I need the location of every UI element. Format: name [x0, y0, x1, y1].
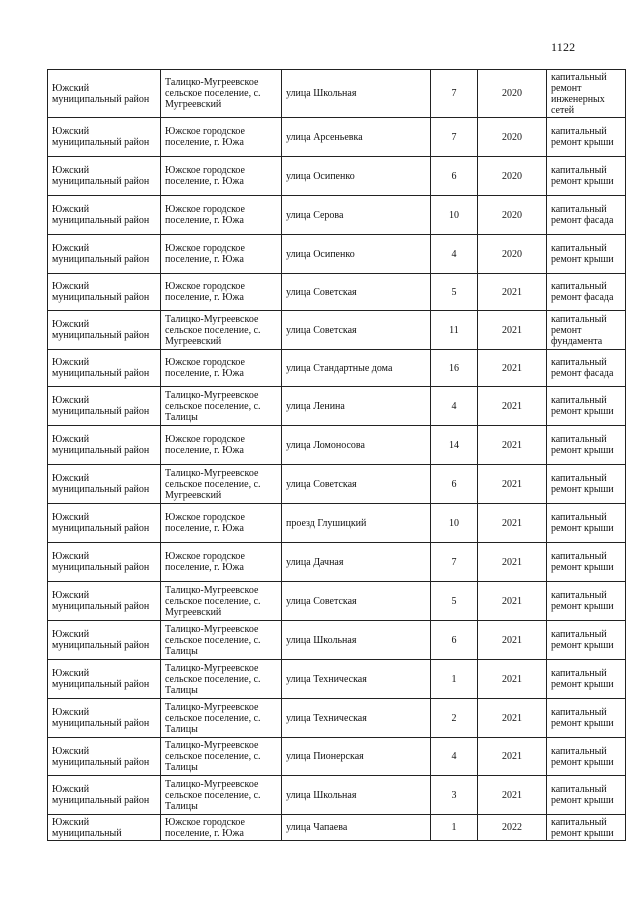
year-text: 2021 [502, 595, 522, 607]
street-cell [282, 504, 431, 543]
year-text: 2021 [502, 556, 522, 568]
year-cell [478, 70, 547, 118]
district-cell [48, 776, 161, 815]
table-row [48, 465, 626, 504]
table-row [48, 118, 626, 157]
street-cell [282, 274, 431, 311]
house-number-text: 11 [449, 324, 459, 336]
settlement-cell [161, 350, 282, 387]
house-number-cell [431, 350, 478, 387]
work-type-text: капитальный ремонт фасада [551, 357, 614, 379]
work-type-text: капитальный ремонт крыши [551, 668, 614, 690]
district-cell [48, 118, 161, 157]
house-number-cell [431, 465, 478, 504]
house-number-text: 1 [451, 673, 457, 685]
district-cell [48, 815, 161, 841]
house-number-cell [431, 157, 478, 196]
district-cell [48, 235, 161, 274]
settlement-text: Южское городское поселение, г. Южа [165, 165, 245, 187]
work-type-text: капитальный ремонт крыши [551, 629, 614, 651]
street-cell [282, 235, 431, 274]
year-cell [478, 387, 547, 426]
work-type-text: капитальный ремонт крыши [551, 707, 614, 729]
settlement-text: Южское городское поселение, г. Южа [165, 512, 245, 534]
street-cell [282, 815, 431, 841]
district-text: Южский муниципальный район [52, 629, 150, 651]
work-type-text: капитальный ремонт фасада [551, 281, 614, 303]
district-cell [48, 543, 161, 582]
work-type-text: капитальный ремонт крыши [551, 243, 614, 265]
year-cell [478, 776, 547, 815]
district-text: Южский муниципальный район [52, 126, 150, 148]
street-text: улица Осипенко [286, 170, 355, 182]
house-number-cell [431, 660, 478, 699]
year-cell [478, 543, 547, 582]
table-row [48, 157, 626, 196]
house-number-cell [431, 621, 478, 660]
work-type-text: капитальный ремонт крыши [551, 473, 614, 495]
year-text: 2021 [502, 789, 522, 801]
work-type-text: капитальный ремонт крыши [551, 551, 614, 573]
table-row [48, 426, 626, 465]
district-cell [48, 699, 161, 738]
work-type-text: капитальный ремонт фасада [551, 204, 614, 226]
house-number-cell [431, 426, 478, 465]
district-text: Южский муниципальный район [52, 745, 150, 768]
district-text: Южский муниципальный район [52, 473, 150, 495]
settlement-text: Талицко-Мугреевское сельское поселение, с. Мугреевский [165, 467, 261, 501]
street-text: улица Ленина [286, 400, 345, 412]
house-number-text: 7 [451, 131, 457, 143]
settlement-cell [161, 699, 282, 738]
year-cell [478, 350, 547, 387]
house-number-cell [431, 118, 478, 157]
work-type-cell [547, 543, 626, 582]
house-number-text: 10 [449, 517, 459, 529]
year-text: 2022 [502, 822, 522, 833]
street-cell [282, 621, 431, 660]
table-row [48, 70, 626, 118]
district-text: Южский муниципальный район [52, 82, 150, 105]
housing-repair-table [47, 69, 626, 841]
district-text: Южский муниципальный район [52, 165, 150, 187]
district-cell [48, 426, 161, 465]
house-number-cell [431, 274, 478, 311]
work-type-cell [547, 118, 626, 157]
street-text: улица Стандартные дома [286, 362, 393, 374]
work-type-cell [547, 738, 626, 776]
year-text: 2020 [502, 170, 522, 182]
year-cell [478, 235, 547, 274]
year-cell [478, 426, 547, 465]
work-type-text: капитальный ремонт крыши [551, 395, 614, 417]
work-type-cell [547, 274, 626, 311]
district-cell [48, 504, 161, 543]
street-text: улица Дачная [286, 556, 344, 568]
settlement-text: Южское городское поселение, г. Южа [165, 126, 245, 148]
year-cell [478, 196, 547, 235]
house-number-text: 2 [451, 712, 457, 724]
street-cell [282, 118, 431, 157]
year-text: 2021 [502, 324, 522, 336]
district-cell [48, 157, 161, 196]
district-cell [48, 582, 161, 621]
street-text: улица Арсеньевка [286, 131, 363, 143]
work-type-text: капитальный ремонт крыши [551, 590, 614, 612]
house-number-text: 6 [451, 478, 457, 490]
settlement-cell [161, 426, 282, 465]
house-number-cell [431, 387, 478, 426]
work-type-cell [547, 235, 626, 274]
street-text: улица Советская [286, 286, 357, 298]
street-text: улица Серова [286, 209, 344, 221]
settlement-cell [161, 465, 282, 504]
settlement-text: Талицко-Мугреевское сельское поселение, с. Талицы [165, 389, 261, 423]
year-cell [478, 621, 547, 660]
year-cell [478, 582, 547, 621]
house-number-text: 4 [451, 248, 457, 260]
work-type-cell [547, 776, 626, 815]
district-text: Южский муниципальный район [52, 590, 150, 612]
street-cell [282, 699, 431, 738]
district-text: Южский муниципальный район [52, 319, 150, 341]
settlement-cell [161, 274, 282, 311]
house-number-text: 7 [451, 88, 457, 99]
work-type-cell [547, 70, 626, 118]
house-number-cell [431, 776, 478, 815]
district-cell [48, 274, 161, 311]
table-row [48, 235, 626, 274]
settlement-text: Талицко-Мугреевское сельское поселение, с. Талицы [165, 778, 261, 812]
settlement-text: Талицко-Мугреевское сельское поселение, с. Мугреевский [165, 313, 261, 347]
year-cell [478, 738, 547, 776]
house-number-text: 5 [451, 286, 457, 298]
year-text: 2020 [502, 209, 522, 221]
work-type-cell [547, 387, 626, 426]
house-number-cell [431, 235, 478, 274]
district-text: Южский муниципальный район [52, 204, 150, 226]
settlement-text: Южское городское поселение, г. Южа [165, 816, 245, 839]
house-number-text: 7 [451, 556, 457, 568]
work-type-text: капитальный ремонт крыши [551, 784, 614, 806]
year-text: 2021 [502, 439, 522, 451]
settlement-cell [161, 621, 282, 660]
work-type-text: капитальный ремонт крыши [551, 434, 614, 456]
house-number-text: 3 [451, 789, 457, 801]
year-text: 2021 [502, 400, 522, 412]
district-cell [48, 387, 161, 426]
street-cell [282, 465, 431, 504]
street-cell [282, 196, 431, 235]
table-row [48, 274, 626, 311]
street-text: улица Ломоносова [286, 439, 365, 451]
district-text: Южский муниципальный район [52, 243, 150, 265]
settlement-cell [161, 504, 282, 543]
district-cell [48, 738, 161, 776]
district-cell [48, 311, 161, 350]
year-cell [478, 311, 547, 350]
settlement-cell [161, 738, 282, 776]
street-text: улица Школьная [286, 88, 357, 99]
street-text: улица Пионерская [286, 751, 364, 762]
table-row [48, 776, 626, 815]
house-number-text: 16 [449, 362, 459, 374]
street-cell [282, 311, 431, 350]
house-number-cell [431, 543, 478, 582]
table-row [48, 543, 626, 582]
house-number-cell [431, 738, 478, 776]
settlement-text: Талицко-Мугреевское сельское поселение, с. Мугреевский [165, 77, 261, 110]
work-type-text: капитальный ремонт крыши [551, 165, 614, 187]
table-row [48, 699, 626, 738]
street-text: улица Техническая [286, 673, 367, 685]
work-type-cell [547, 196, 626, 235]
year-cell [478, 660, 547, 699]
work-type-cell [547, 699, 626, 738]
street-text: улица Советская [286, 324, 357, 336]
house-number-cell [431, 815, 478, 841]
table-row [48, 196, 626, 235]
street-cell [282, 350, 431, 387]
work-type-text: капитальный ремонт крыши [551, 745, 614, 768]
year-text: 2020 [502, 131, 522, 143]
work-type-cell [547, 350, 626, 387]
house-number-text: 5 [451, 595, 457, 607]
work-type-cell [547, 660, 626, 699]
street-cell [282, 738, 431, 776]
district-text: Южский муниципальный [52, 816, 122, 839]
house-number-cell [431, 504, 478, 543]
district-text: Южский муниципальный район [52, 784, 150, 806]
year-text: 2021 [502, 712, 522, 724]
settlement-cell [161, 815, 282, 841]
district-cell [48, 196, 161, 235]
house-number-text: 6 [451, 634, 457, 646]
street-text: улица Техническая [286, 712, 367, 724]
district-cell [48, 660, 161, 699]
street-text: улица Советская [286, 478, 357, 490]
district-cell [48, 350, 161, 387]
settlement-cell [161, 311, 282, 350]
settlement-text: Талицко-Мугреевское сельское поселение, с. Мугреевский [165, 584, 261, 618]
street-cell [282, 776, 431, 815]
settlement-cell [161, 70, 282, 118]
house-number-cell [431, 70, 478, 118]
street-text: проезд Глушицкий [286, 517, 367, 529]
table-row [48, 582, 626, 621]
settlement-text: Талицко-Мугреевское сельское поселение, с. Талицы [165, 740, 261, 773]
settlement-cell [161, 235, 282, 274]
house-number-text: 1 [451, 822, 457, 833]
settlement-text: Южское городское поселение, г. Южа [165, 434, 245, 456]
house-number-text: 14 [449, 439, 459, 451]
work-type-text: капитальный ремонт крыши [551, 126, 614, 148]
table-row [48, 738, 626, 776]
table-body [48, 70, 626, 841]
house-number-text: 6 [451, 170, 457, 182]
street-text: улица Осипенко [286, 248, 355, 260]
year-text: 2021 [502, 517, 522, 529]
house-number-text: 10 [449, 209, 459, 221]
table-row [48, 621, 626, 660]
table-row [48, 660, 626, 699]
house-number-text: 4 [451, 400, 457, 412]
settlement-text: Южское городское поселение, г. Южа [165, 357, 245, 379]
year-cell [478, 699, 547, 738]
district-cell [48, 70, 161, 118]
house-number-text: 4 [451, 751, 457, 762]
district-text: Южский муниципальный район [52, 281, 150, 303]
street-cell [282, 70, 431, 118]
work-type-text: капитальный ремонт крыши [551, 816, 614, 839]
settlement-text: Южское городское поселение, г. Южа [165, 243, 245, 265]
year-cell [478, 118, 547, 157]
house-number-cell [431, 582, 478, 621]
settlement-text: Талицко-Мугреевское сельское поселение, с. Талицы [165, 662, 261, 696]
page-number: 1122 [551, 40, 576, 54]
district-cell [48, 465, 161, 504]
work-type-cell [547, 311, 626, 350]
year-cell [478, 274, 547, 311]
year-text: 2021 [502, 634, 522, 646]
table-row [48, 815, 626, 841]
work-type-text: капитальный ремонт инженерных сетей [551, 71, 607, 116]
district-text: Южский муниципальный район [52, 707, 150, 729]
district-text: Южский муниципальный район [52, 512, 150, 534]
street-text: улица Школьная [286, 789, 357, 801]
year-cell [478, 157, 547, 196]
year-cell [478, 504, 547, 543]
street-cell [282, 582, 431, 621]
street-cell [282, 543, 431, 582]
settlement-cell [161, 196, 282, 235]
settlement-text: Талицко-Мугреевское сельское поселение, с. Талицы [165, 701, 261, 735]
settlement-text: Южское городское поселение, г. Южа [165, 281, 245, 303]
street-cell [282, 157, 431, 196]
district-text: Южский муниципальный район [52, 551, 150, 573]
district-text: Южский муниципальный район [52, 668, 150, 690]
house-number-cell [431, 699, 478, 738]
street-text: улица Советская [286, 595, 357, 607]
settlement-cell [161, 543, 282, 582]
settlement-text: Южское городское поселение, г. Южа [165, 204, 245, 226]
street-cell [282, 387, 431, 426]
work-type-cell [547, 504, 626, 543]
work-type-cell [547, 621, 626, 660]
street-cell [282, 426, 431, 465]
settlement-cell [161, 157, 282, 196]
table-row [48, 387, 626, 426]
table-row [48, 504, 626, 543]
house-number-cell [431, 311, 478, 350]
year-text: 2020 [502, 248, 522, 260]
work-type-text: капитальный ремонт фундамента [551, 313, 607, 347]
settlement-cell [161, 582, 282, 621]
settlement-text: Южское городское поселение, г. Южа [165, 551, 245, 573]
district-text: Южский муниципальный район [52, 357, 150, 379]
street-text: улица Школьная [286, 634, 357, 646]
district-cell [48, 621, 161, 660]
year-cell [478, 815, 547, 841]
settlement-cell [161, 387, 282, 426]
work-type-cell [547, 157, 626, 196]
year-text: 2021 [502, 751, 522, 762]
district-text: Южский муниципальный район [52, 395, 150, 417]
year-text: 2020 [502, 88, 522, 99]
work-type-cell [547, 582, 626, 621]
work-type-text: капитальный ремонт крыши [551, 512, 614, 534]
settlement-cell [161, 660, 282, 699]
settlement-cell [161, 776, 282, 815]
year-text: 2021 [502, 286, 522, 298]
table-row [48, 311, 626, 350]
work-type-cell [547, 465, 626, 504]
work-type-cell [547, 426, 626, 465]
year-cell [478, 465, 547, 504]
settlement-text: Талицко-Мугреевское сельское поселение, с. Талицы [165, 623, 261, 657]
house-number-cell [431, 196, 478, 235]
street-cell [282, 660, 431, 699]
table-row [48, 350, 626, 387]
year-text: 2021 [502, 478, 522, 490]
district-text: Южский муниципальный район [52, 434, 150, 456]
year-text: 2021 [502, 673, 522, 685]
work-type-cell [547, 815, 626, 841]
year-text: 2021 [502, 362, 522, 374]
settlement-cell [161, 118, 282, 157]
street-text: улица Чапаева [286, 822, 348, 833]
